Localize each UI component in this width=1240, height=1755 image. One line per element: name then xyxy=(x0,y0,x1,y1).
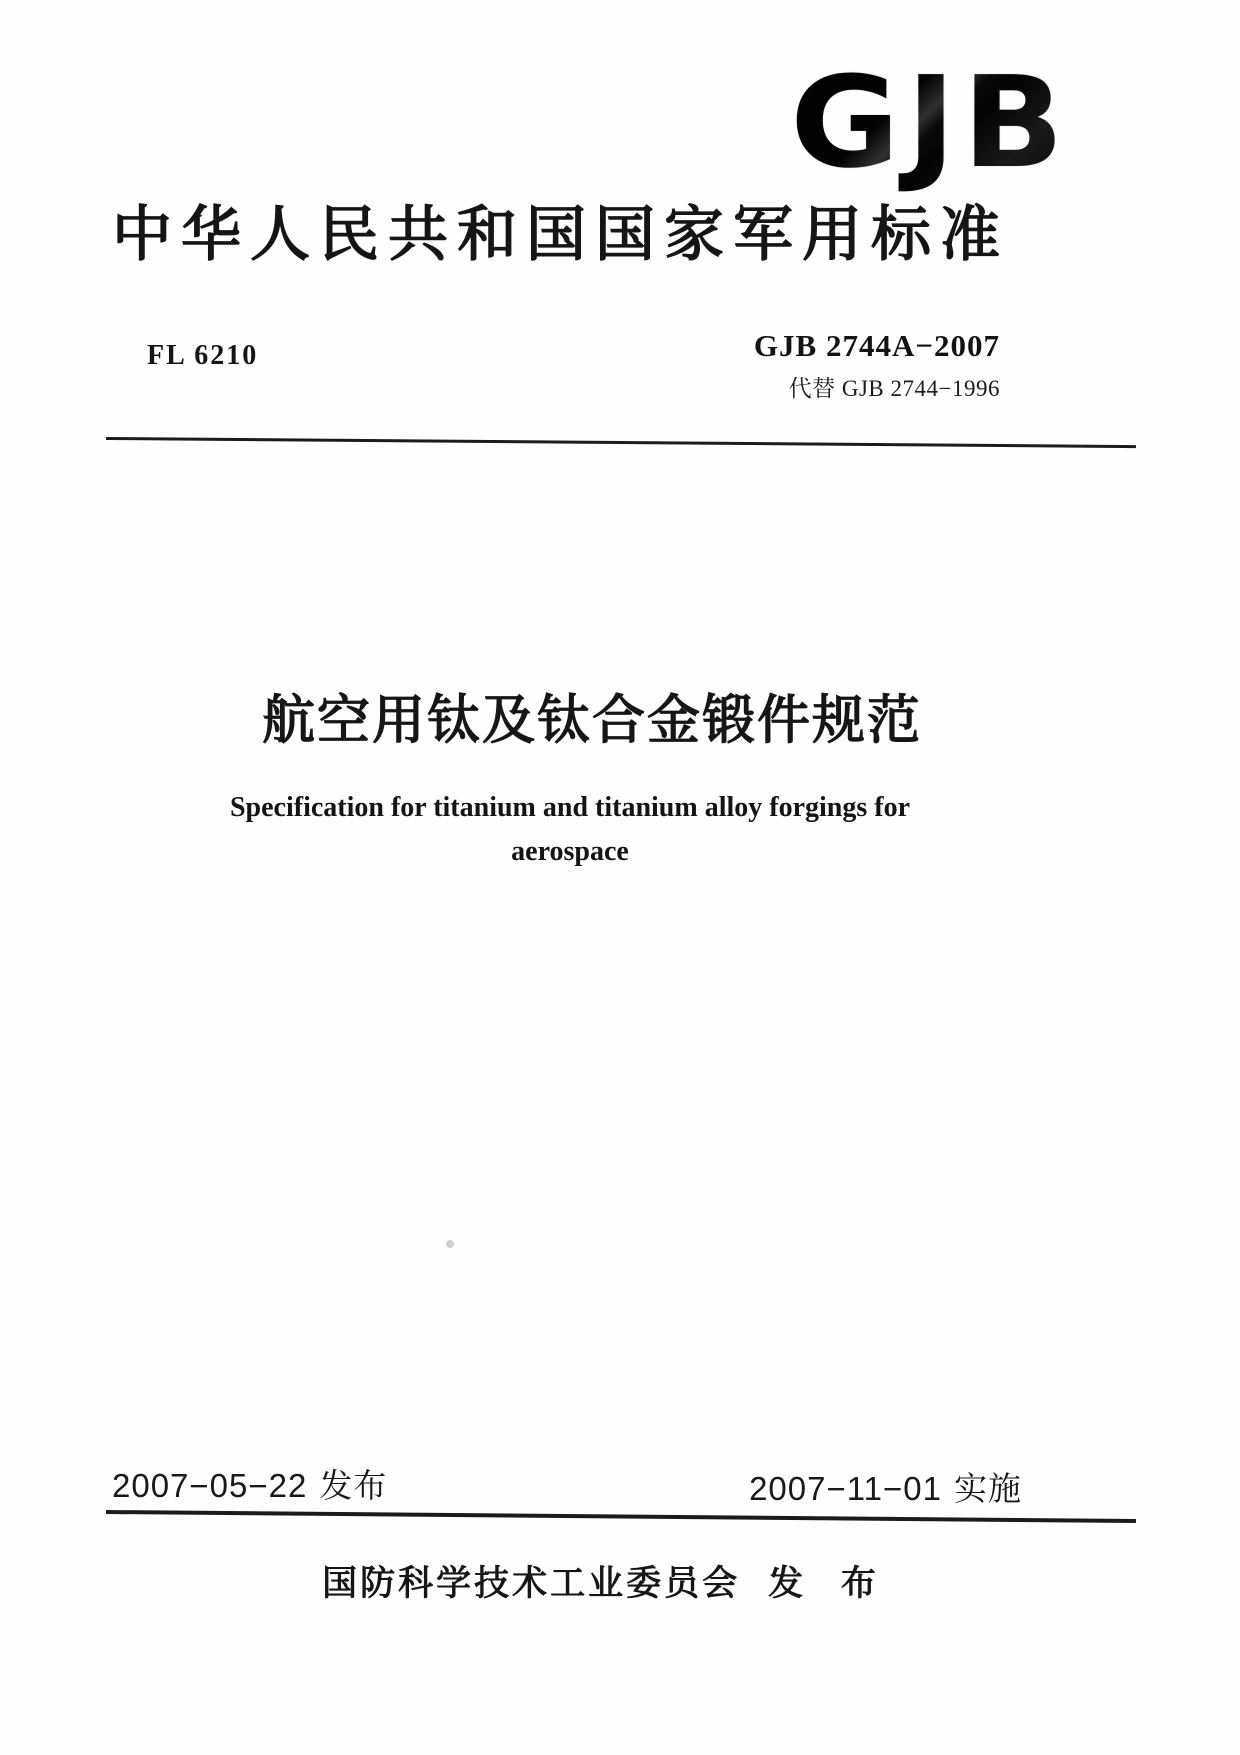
footer-divider-rule xyxy=(106,1510,1136,1523)
document-title-en-line2: aerospace xyxy=(511,836,629,867)
gjb-logo: GJB xyxy=(789,49,1070,196)
implementation-date-label: 实施 xyxy=(954,1470,1022,1507)
issuing-body: 国防科学技术工业委员会 xyxy=(322,1564,741,1603)
standard-number-block xyxy=(754,328,1000,403)
publish-label: 发 布 xyxy=(768,1564,890,1603)
scan-artifact-dot xyxy=(446,1240,454,1248)
issue-date-line xyxy=(112,1460,387,1507)
issue-date-label: 发布 xyxy=(319,1467,388,1504)
supersedes-note: 代替 GJB 2744−1996 xyxy=(788,376,1000,401)
standard-number: GJB 2744A−2007 xyxy=(753,328,1000,363)
issue-date: 2007−05−22 xyxy=(112,1467,308,1504)
classification-code: FL 6210 xyxy=(147,340,259,371)
document-title-zh: 航空用钛及钛合金锻件规范 xyxy=(262,691,922,750)
issuing-body-line xyxy=(0,1556,1226,1606)
implementation-date-line xyxy=(749,1463,1022,1510)
standard-type-heading: 中华人民共和国国家军用标准 xyxy=(112,202,1009,268)
document-title-en-line1: Specification for titanium and titanium alloy forgings for xyxy=(229,792,911,823)
implementation-date: 2007−11−01 xyxy=(749,1470,942,1507)
header-divider-rule xyxy=(106,437,1136,448)
document-title-en xyxy=(0,786,1190,874)
